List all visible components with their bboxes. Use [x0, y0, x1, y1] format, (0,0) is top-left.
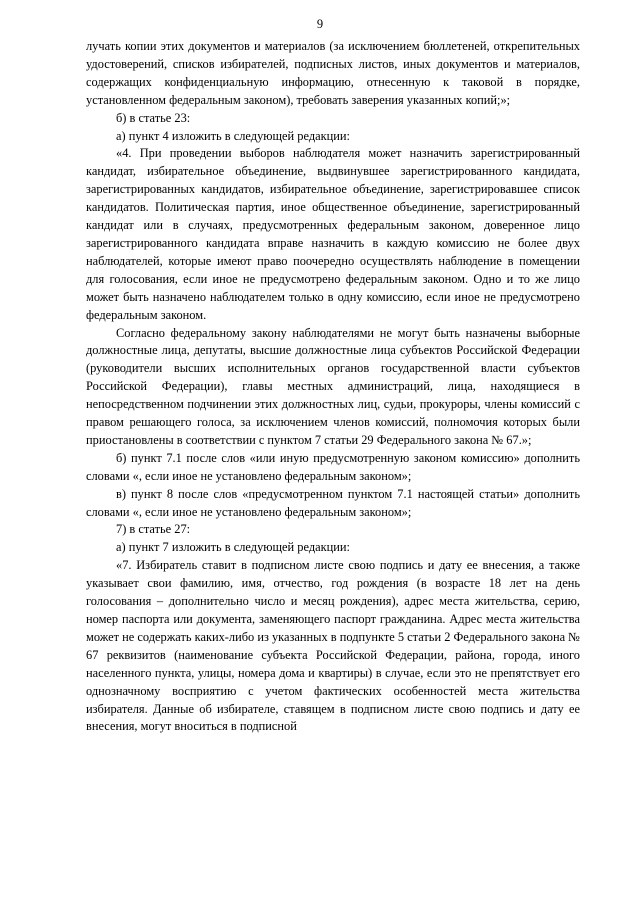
paragraph: б) в статье 23:: [116, 110, 191, 125]
paragraph: Согласно федеральному закону наблюдателями не могут быть назначены выборные должностные лица, депутаты, высшие должностные лица субъектов Российской Федерации (руководители высших исполнительных органов государственной власти субъектов Российской Федерации), главы местных администраций, лица, находящиеся в непосредственном подчинении этих должностных лиц, судьи, прокуроры, члены комиссий с правом решающего голоса, за исключением членов комиссий, полномочия которых были приостановлены в соответствии с пунктом 7 статьи 29 Федерального закона № 67.»;: [86, 325, 580, 447]
paragraph: а) пункт 4 изложить в следующей редакции:: [116, 128, 350, 143]
document-text: [86, 38, 580, 736]
paragraph: «7. Избиратель ставит в подписном листе свою подпись и дату ее внесения, а также указывает свои фамилию, имя, отчество, год рождения (в возрасте 18 лет на день голосования – дополнительно число и месяц рождения), адрес места жительства, серию, номер паспорта или документа, заменяющего паспорт гражданина. Адрес места жительства может не содержать каких-либо из указанных в подпункте 5 статьи 2 Федерального закона № 67 реквизитов (наименование субъекта Российской Федерации, района, города, иного населенного пункта, улицы, номера дома и квартиры) в случае, если это не препятствует его однозначному восприятию с учетом фактических особенностей места жительства избирателя. Данные об избирателе, ставящем в подписном листе свою подпись и дату ее внесения, могут вноситься в подписной: [86, 558, 580, 734]
paragraph: «4. При проведении выборов наблюдателя может назначить зарегистрированный кандидат, избирательное объединение, выдвинувшее зарегистрированного кандидата, зарегистрированных кандидатов, избирательное объединение, зарегистрировавшее список кандидатов. Политическая партия, иное общественное объединение, зарегистрированный кандидат или в случаях, предусмотренных федеральным законом, доверенное лицо зарегистрированного кандидата вправе назначить в каждую комиссию не более двух наблюдателей, которые имеют право поочередно осуществлять наблюдение в помещении для голосования, если иное не предусмотрено федеральным законом. Одно и то же лицо может быть назначено наблюдателем только в одну комиссию, если иное не предусмотрено федеральным законом.: [86, 146, 580, 322]
paragraph: б) пункт 7.1 после слов «или иную предусмотренную законом комиссию» дополнить словами «, если иное не установлено федеральным законом»;: [86, 450, 580, 483]
paragraph: в) пункт 8 после слов «предусмотренном пунктом 7.1 настоящей статьи» дополнить словами «, если иное не установлено федеральным законом»;: [86, 486, 580, 519]
paragraph: 7) в статье 27:: [116, 522, 191, 537]
paragraph: а) пункт 7 изложить в следующей редакции:: [116, 540, 350, 555]
page-number: 9: [316, 17, 324, 31]
paragraph: лучать копии этих документов и материалов (за исключением бюллетеней, открепительных удостоверений, списков избирателей, подписных листов, иных документов и материалов, содержащих конфиденциальную информацию, отнесенную к таковой в порядке, установленном федеральным законом), требовать заверения указанных копий;»;: [86, 39, 580, 107]
